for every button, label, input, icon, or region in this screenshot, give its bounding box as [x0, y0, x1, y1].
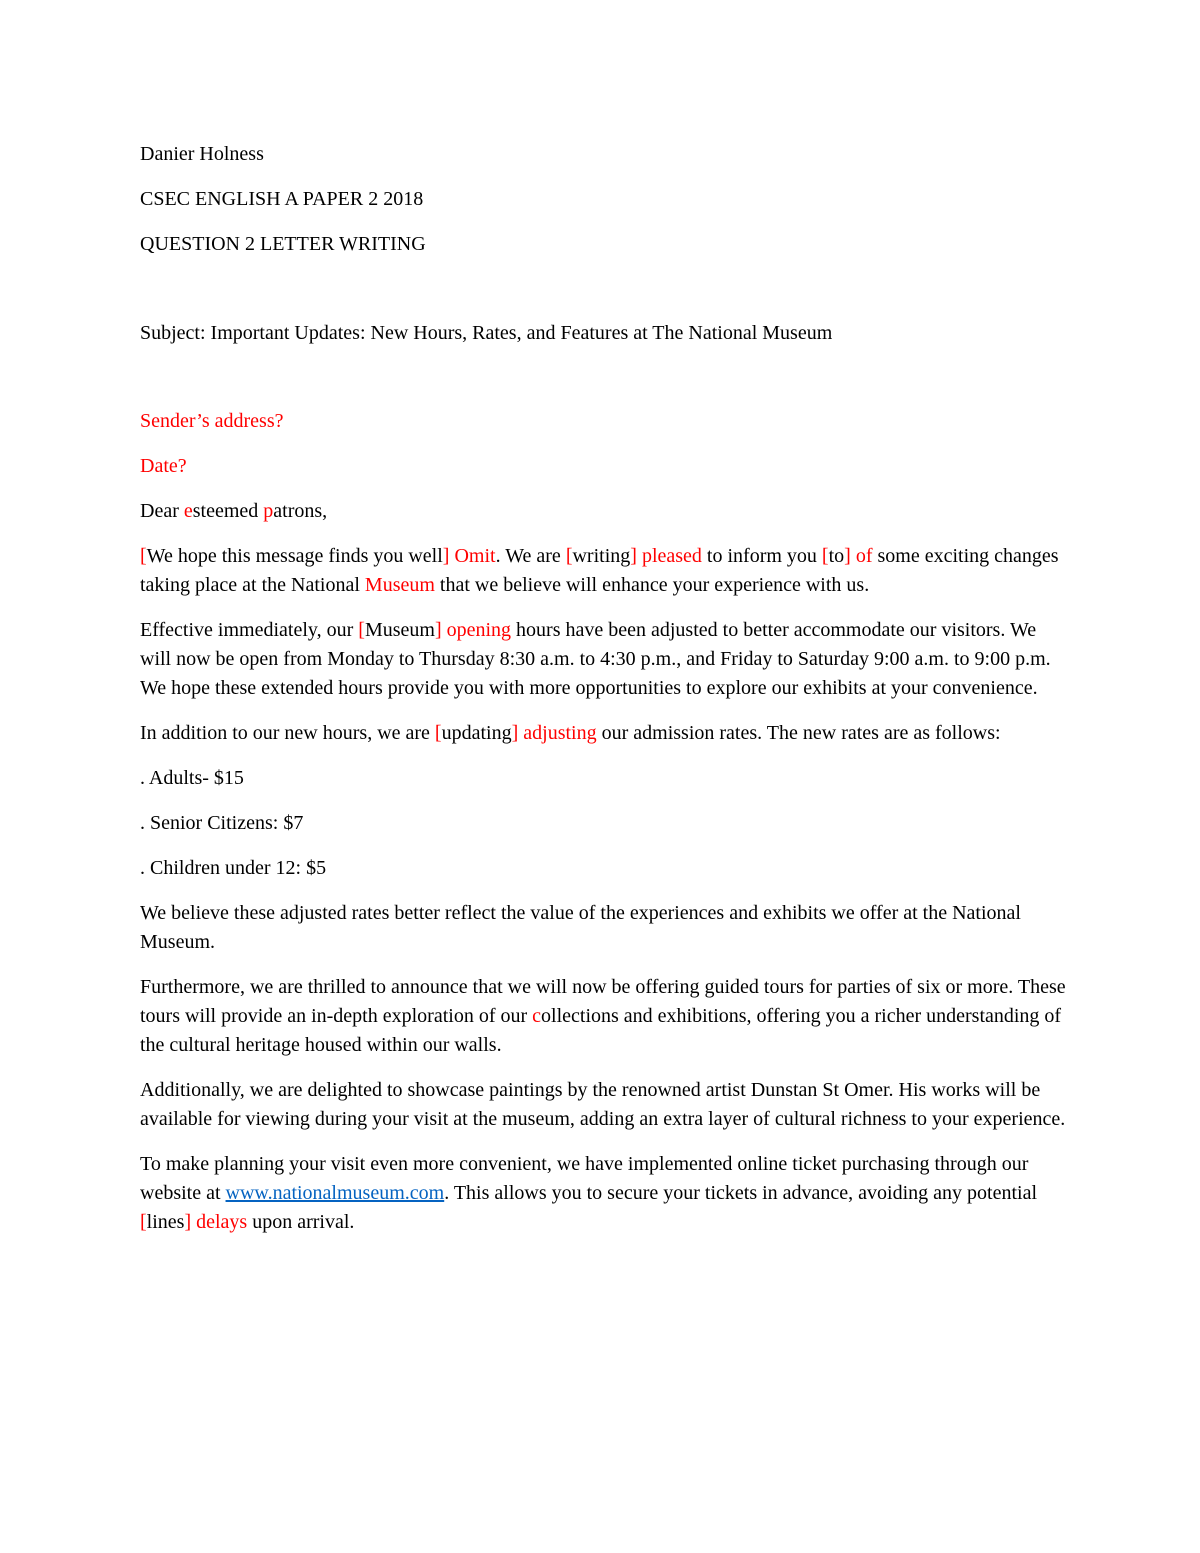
bracket: [: [140, 1211, 147, 1233]
letter-subject: Subject: Important Updates: New Hours, Rates, and Features at The National Museum: [140, 322, 833, 344]
bracket: [: [821, 545, 829, 567]
bracket: ]: [511, 722, 519, 744]
bracketed-text: writing: [572, 545, 631, 567]
rate-item-adults: . Adults- $15: [140, 767, 244, 789]
body-text: ollections and exhibitions, offering you a richer understanding of the cultural heritage housed within our walls.: [140, 1005, 1062, 1056]
correction-opening: opening: [441, 619, 512, 641]
body-text: Furthermore, we are thrilled to announce that we will now be offering guided tours for parties of six or more. These tours will provide an in-depth exploration of our: [140, 976, 1066, 1027]
paragraph-hours: [140, 616, 1070, 703]
body-text: . We are: [495, 545, 566, 567]
correction-of: of: [850, 545, 873, 567]
bracketed-text: to: [828, 545, 845, 567]
bracketed-text: Museum: [364, 619, 435, 641]
bracket: [: [358, 619, 365, 641]
body-text: upon arrival.: [247, 1211, 355, 1233]
rate-item-children: . Children under 12: $5: [140, 857, 327, 879]
question-title: QUESTION 2 LETTER WRITING: [140, 233, 426, 255]
correction-p: p: [263, 500, 274, 522]
bracketed-text: lines: [146, 1211, 185, 1233]
salutation: [140, 497, 1070, 526]
body-text: hours have been adjusted to better accommodate our visitors. We will now be open from Monday to Thursday 8:30 a.m. to 4:30 p.m., and Friday to Saturday 9:00 a.m. to 9:00 p.m. We hope these extended hours provide you with more opportunities to explore our exhibits at your convenience.: [140, 619, 1051, 699]
rate-item-seniors: . Senior Citizens: $7: [140, 812, 304, 834]
body-text: to inform you: [701, 545, 822, 567]
bracket: ]: [434, 619, 442, 641]
author-name: Danier Holness: [140, 143, 264, 165]
bracket: [: [140, 545, 147, 567]
paragraph-rates-value: We believe these adjusted rates better reflect the value of the experiences and exhibits we offer at the National Museum.: [140, 902, 1021, 953]
exam-title: CSEC ENGLISH A PAPER 2 2018: [140, 188, 424, 210]
paragraph-tours: [140, 973, 1070, 1060]
bracket: [: [565, 545, 573, 567]
body-text: that we believe will enhance your experience with us.: [434, 574, 870, 596]
correction-delays: delays: [191, 1211, 248, 1233]
bracket: [: [434, 722, 442, 744]
paragraph-rates-intro: [140, 719, 1070, 748]
correction-e: e: [183, 500, 193, 522]
website-link[interactable]: www.nationalmuseum.com: [225, 1182, 445, 1204]
salutation-text: steemed: [192, 500, 264, 522]
correction-adjusting: adjusting: [518, 722, 597, 744]
body-text: To make planning your visit even more convenient, we have implemented online ticket purchasing through our website at: [140, 1153, 1029, 1204]
paragraph-paintings: Additionally, we are delighted to showcase paintings by the renowned artist Dunstan St Omer. His works will be available for viewing during your visit at the museum, adding an extra layer of cultural richness to your experience.: [140, 1079, 1066, 1130]
paragraph-online-tickets: [140, 1150, 1070, 1237]
feedback-date: Date?: [140, 455, 187, 477]
body-text: In addition to our new hours, we are: [140, 722, 435, 744]
bracket: ]: [184, 1211, 192, 1233]
feedback-senders-address: Sender’s address?: [140, 410, 284, 432]
correction-omit: Omit: [449, 545, 496, 567]
body-text: our admission rates. The new rates are as follows:: [596, 722, 1001, 744]
body-text: Effective immediately, our: [140, 619, 359, 641]
bracket: ]: [844, 545, 851, 567]
bracketed-text: updating: [441, 722, 512, 744]
paragraph-intro: [140, 542, 1070, 600]
bracketed-text: We hope this message finds you well: [146, 545, 443, 567]
salutation-text: Dear: [140, 500, 184, 522]
correction-museum: Museum: [364, 574, 435, 596]
document-body: [140, 140, 1070, 1237]
salutation-text: atrons,: [273, 500, 328, 522]
body-text: some exciting changes taking place at the National: [140, 545, 1059, 596]
bracket: ]: [442, 545, 450, 567]
correction-pleased: pleased: [636, 545, 702, 567]
bracket: ]: [630, 545, 637, 567]
body-text: . This allows you to secure your tickets in advance, avoiding any potential: [444, 1182, 1038, 1204]
correction-c: c: [532, 1005, 542, 1027]
